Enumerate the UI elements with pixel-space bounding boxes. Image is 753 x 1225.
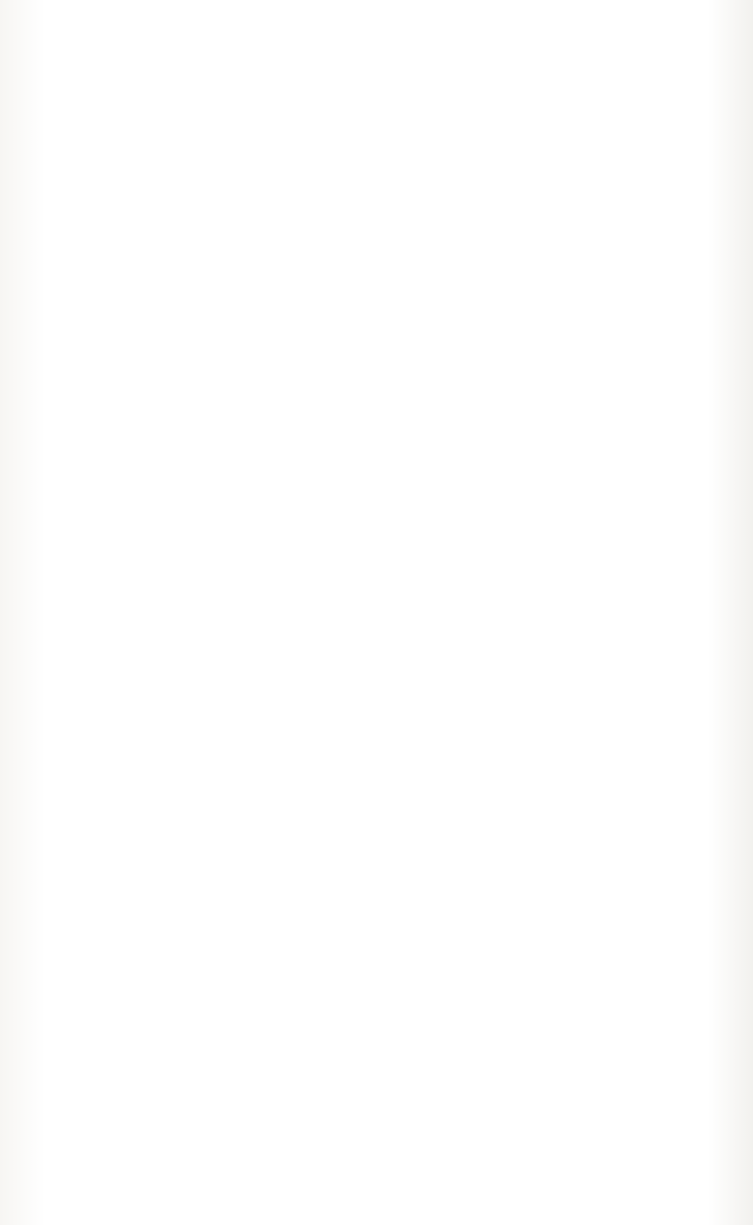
lower-text-block [63,642,703,1142]
upper-text-block [193,130,703,620]
